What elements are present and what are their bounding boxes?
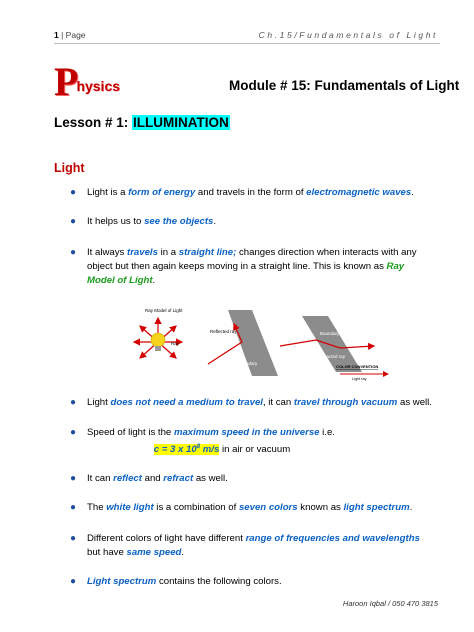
text: .	[152, 275, 156, 286]
emphasis: does not need a medium to travel	[110, 397, 263, 408]
list-item	[70, 396, 434, 410]
ray-model-figure	[130, 302, 400, 384]
footer-author: Haroon Iqbal / 050 470 3815	[342, 599, 438, 608]
text: Speed of light is the	[87, 427, 174, 438]
lesson-title	[54, 115, 230, 130]
list-item	[70, 246, 434, 288]
emphasis: refract	[163, 473, 194, 484]
equation-exponent: 8	[196, 444, 201, 450]
logo-initial: P	[54, 59, 79, 104]
emphasis: light spectrum	[343, 502, 410, 513]
emphasis: white light	[106, 502, 154, 513]
text: Light	[87, 397, 111, 408]
ray-label: Ray	[171, 341, 180, 346]
text: contains the following colors.	[156, 576, 282, 587]
text: Light is a	[87, 187, 129, 198]
emphasis: form of energy	[128, 187, 196, 198]
emphasis: travels	[127, 247, 158, 258]
bulb-diagram	[134, 308, 183, 358]
page-number	[54, 30, 86, 40]
emphasis: see the objects	[144, 216, 214, 227]
lesson-prefix: Lesson # 1:	[54, 115, 129, 130]
text: It can	[87, 473, 114, 484]
bullet-icon: ●	[70, 576, 77, 587]
bullet-icon: ●	[70, 533, 77, 544]
emphasis: Light spectrum	[87, 576, 157, 587]
boundary-label: Boundary	[238, 361, 258, 366]
section-heading: Light	[54, 161, 85, 175]
lesson-name: ILLUMINATION	[133, 115, 229, 130]
page-label: | Page	[61, 30, 86, 40]
emphasis-green: Ray Model of Light	[87, 261, 405, 286]
text: is a combination of	[153, 502, 239, 513]
text: The	[87, 502, 107, 513]
emphasis: range of frequencies and wavelengths	[245, 533, 420, 544]
text: changes direction when interacts with any object but then again keeps moving in a straight line. This is known as	[87, 247, 417, 272]
text: , it can	[262, 397, 294, 408]
text: in a	[157, 247, 179, 258]
bullet-icon: ●	[70, 397, 77, 408]
list-item	[70, 575, 434, 589]
refraction-diagram	[280, 316, 388, 381]
emphasis: maximum speed in the universe	[173, 427, 320, 438]
bullet-icon: ●	[70, 187, 77, 198]
ray-model-label: Ray Model of Light	[145, 308, 183, 313]
emphasis: reflect	[113, 473, 142, 484]
reflection-boundary-block	[228, 310, 278, 376]
text: but have	[87, 547, 127, 558]
logo-text: hysics	[76, 78, 121, 94]
list-item	[70, 501, 434, 515]
text: as well.	[397, 397, 432, 408]
list-item	[70, 426, 434, 457]
color-convention-label: COLOR CONVENTION	[336, 364, 379, 369]
text: .	[213, 216, 217, 227]
light-bulb-icon	[151, 333, 165, 351]
bullet-icon: ●	[70, 473, 77, 484]
text: and	[141, 473, 164, 484]
boundary-label-2: Boundary	[320, 331, 340, 336]
light-ray-label: Light ray	[352, 377, 367, 381]
equation-unit: m/s	[200, 444, 220, 456]
equation-line	[87, 440, 357, 457]
text: Different colors of light have different	[87, 533, 246, 544]
text: as well.	[193, 473, 228, 484]
text: .	[181, 547, 185, 558]
speed-equation	[154, 444, 220, 455]
bullet-icon: ●	[70, 427, 77, 438]
text: and travels in the form of	[195, 187, 307, 198]
text: known as	[297, 502, 344, 513]
bullet-icon: ●	[70, 502, 77, 513]
list-item	[70, 215, 434, 229]
text: It helps us to	[87, 216, 145, 227]
emphasis: straight line;	[178, 247, 237, 258]
text: It always	[87, 247, 127, 258]
list-item	[70, 532, 434, 560]
emphasis: travel through vacuum	[293, 397, 398, 408]
equation-text: c = 3 x 10	[153, 444, 197, 456]
reflected-ray-label: Reflected ray	[210, 329, 237, 334]
physics-logo	[54, 59, 121, 104]
emphasis: same speed	[126, 547, 182, 558]
list-item	[70, 186, 434, 200]
header-divider	[54, 43, 440, 44]
bullet-icon: ●	[70, 216, 77, 227]
refracted-ray-label: Refracted ray	[318, 354, 346, 359]
page-number-value: 1	[54, 30, 59, 40]
text: in air or vacuum	[219, 444, 291, 456]
text: i.e.	[319, 427, 335, 438]
module-title: Module # 15: Fundamentals of Light	[229, 78, 460, 93]
emphasis: electromagnetic waves	[306, 187, 412, 198]
list-item	[70, 472, 434, 486]
text: .	[409, 502, 413, 513]
text: .	[411, 187, 414, 198]
reflection-diagram	[208, 310, 278, 376]
emphasis: seven colors	[238, 502, 298, 513]
bullet-icon: ●	[70, 247, 77, 258]
chapter-title: Ch.15/Fundamentals of Light	[258, 30, 438, 40]
